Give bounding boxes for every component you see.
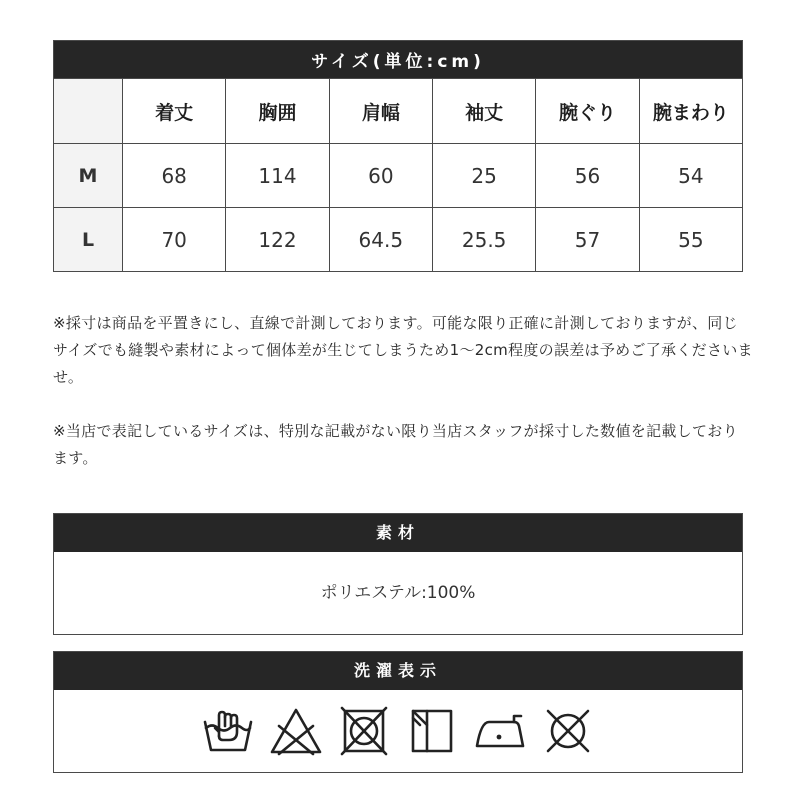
hand-wash-icon	[201, 706, 255, 756]
material-value: ポリエステル:100%	[320, 583, 476, 603]
size-table-title: サイズ(単位:cm)	[54, 41, 743, 79]
size-table-corner-cell	[54, 79, 123, 144]
care-panel	[53, 651, 743, 773]
table-cell: 68	[123, 144, 226, 208]
line-dry-shade-icon	[405, 706, 459, 756]
size-label-l: L	[54, 208, 123, 272]
table-cell: 122	[226, 208, 329, 272]
no-dry-clean-icon	[541, 706, 595, 756]
size-label-m: M	[54, 144, 123, 208]
table-cell: 56	[536, 144, 639, 208]
header-chest: 胸囲	[226, 79, 329, 144]
care-title: 洗濯表示	[54, 652, 742, 690]
material-panel	[53, 513, 743, 635]
size-table-header-row	[54, 79, 743, 144]
table-cell: 57	[536, 208, 639, 272]
table-cell: 114	[226, 144, 329, 208]
table-row	[54, 144, 743, 208]
header-length: 着丈	[123, 79, 226, 144]
table-cell: 64.5	[329, 208, 432, 272]
material-title: 素材	[54, 514, 742, 552]
header-shoulder: 肩幅	[329, 79, 432, 144]
size-table-title-row	[54, 41, 743, 79]
no-bleach-icon	[269, 706, 323, 756]
table-cell: 60	[329, 144, 432, 208]
note-size-source: ※当店で表記しているサイズは、特別な記載がない限り当店スタッフが採寸した数値を記載しております。	[53, 422, 738, 467]
care-icons-row	[54, 690, 742, 772]
header-arm-circumference: 腕まわり	[639, 79, 742, 144]
no-tumble-dry-icon	[337, 706, 391, 756]
table-cell: 25.5	[432, 208, 535, 272]
table-row	[54, 208, 743, 272]
measurement-notes	[53, 310, 753, 499]
table-cell: 55	[639, 208, 742, 272]
table-cell: 25	[432, 144, 535, 208]
table-cell: 70	[123, 208, 226, 272]
size-table	[53, 40, 743, 272]
header-armhole: 腕ぐり	[536, 79, 639, 144]
note-measurement-method: ※採寸は商品を平置きにし、直線で計測しております。可能な限り正確に計測しておりますが、同じサイズでも縫製や素材によって個体差が生じてしまうため1〜2cm程度の誤差は予めご了承くださいませ。	[53, 314, 753, 386]
iron-low-temp-icon	[473, 706, 527, 756]
header-sleeve: 袖丈	[432, 79, 535, 144]
table-cell: 54	[639, 144, 742, 208]
